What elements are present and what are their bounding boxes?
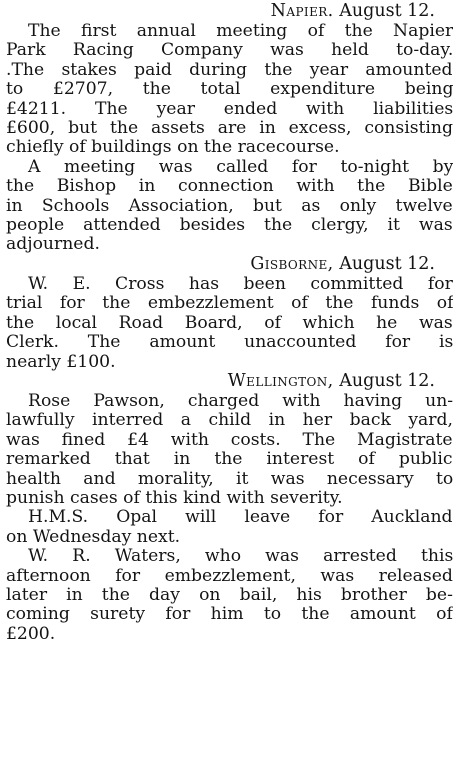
text-line: health and morality, it was necessary to — [6, 469, 453, 489]
text-line: to £2707, the total expenditure being — [6, 80, 453, 100]
text-line: the Bishop in connection with the Bible — [6, 177, 453, 197]
dateline-date: August 12. — [339, 1, 435, 21]
text-line: was fined £4 with costs. The Magistrate — [6, 430, 453, 450]
text-line: trial for the embezzlement of the funds of — [6, 294, 453, 314]
text-line: in Schools Association, but as only twelve — [6, 196, 453, 216]
paragraph-bible-meeting — [6, 158, 453, 255]
text-line: lawfully interred a child in her back yard, — [6, 411, 453, 431]
text-line: people attended besides the clergy, it was — [6, 216, 453, 236]
text-line: W. E. Cross has been committed for — [28, 274, 453, 294]
text-line: nearly £100. — [6, 352, 116, 372]
dateline-wellington — [6, 372, 453, 392]
text-line: punish cases of this kind with severity. — [6, 488, 343, 508]
dateline-place: Wellington, — [227, 370, 334, 391]
dateline-napier — [6, 2, 453, 22]
dateline-place: Napier. — [270, 1, 334, 21]
text-line: the local Road Board, of which he was — [6, 313, 453, 333]
text-line: Clerk. The amount unaccounted for is — [6, 333, 453, 353]
text-line: £4211. The year ended with liabilities — [6, 99, 453, 119]
text-line: later in the day on bail, his brother be- — [6, 585, 453, 605]
text-line: £200. — [6, 624, 56, 644]
dateline-place: Gisborne, — [250, 253, 334, 274]
text-line: coming surety for him to the amount of — [6, 605, 453, 625]
text-line: £600, but the assets are in excess, consisting — [6, 119, 453, 139]
text-line: afternoon for embezzlement, was released — [6, 566, 453, 586]
text-line: H.M.S. Opal will leave for Auckland — [28, 508, 453, 528]
text-line: .The stakes paid during the year amounted — [6, 60, 453, 80]
dateline-gisborne — [6, 255, 453, 275]
paragraph-cross-committed — [6, 275, 453, 372]
section-gisborne — [6, 255, 453, 372]
text-line: Rose Pawson, charged with having un- — [28, 391, 453, 411]
section-wellington — [6, 372, 453, 644]
text-line: Park Racing Company was held to-day. — [6, 41, 453, 61]
paragraph-hms-opal — [6, 508, 453, 547]
dateline-date: August 12. — [339, 370, 435, 391]
text-line: on Wednesday next. — [6, 527, 181, 547]
dateline-date: August 12. — [339, 253, 435, 274]
paragraph-rose-pawson — [6, 392, 453, 508]
text-line: The first annual meeting of the Napier — [28, 22, 453, 41]
text-line: chiefly of buildings on the racecourse. — [6, 138, 340, 158]
text-line: remarked that in the interest of public — [6, 450, 453, 470]
section-napier — [6, 2, 453, 255]
paragraph-waters-arrested — [6, 547, 453, 644]
text-line: A meeting was called for to-night by — [28, 157, 453, 177]
paragraph-racing-company — [6, 22, 453, 158]
text-line: adjourned. — [6, 235, 100, 255]
text-line: W. R. Waters, who was arrested this — [28, 547, 453, 567]
